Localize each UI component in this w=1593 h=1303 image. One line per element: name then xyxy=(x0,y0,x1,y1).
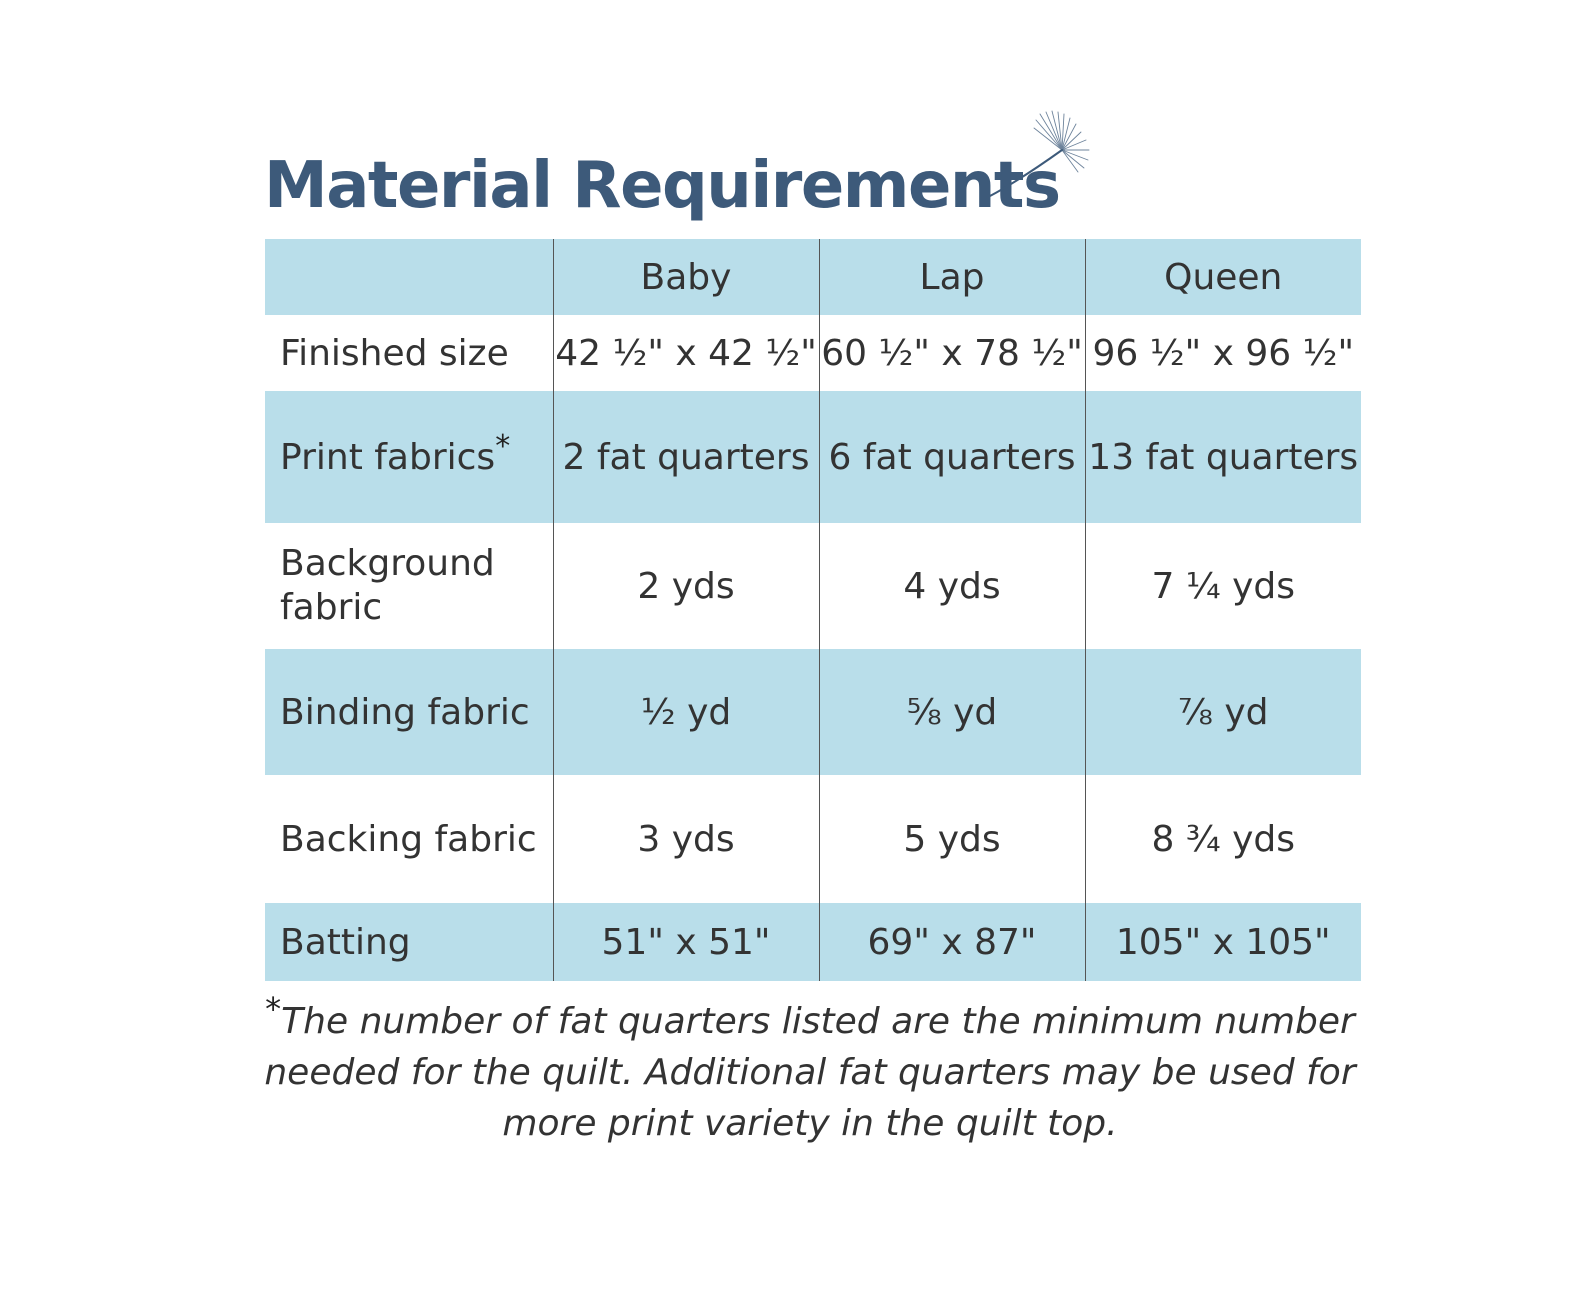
row-label xyxy=(265,903,553,981)
table-cell: 7 ¼ yds xyxy=(1085,523,1361,649)
table-cell: 2 fat quarters xyxy=(553,391,819,523)
table-row xyxy=(265,315,1361,391)
table-cell: 69" x 87" xyxy=(819,903,1085,981)
footnote-text: The number of fat quarters listed are the minimum number needed for the quilt. Additional fat quarters may be used for more print variety in the quilt top. xyxy=(264,1001,1356,1144)
table-cell: 6 fat quarters xyxy=(819,391,1085,523)
header-lap: Lap xyxy=(819,239,1085,315)
dandelion-seed-icon xyxy=(990,108,1120,208)
header-queen: Queen xyxy=(1085,239,1361,315)
table-row xyxy=(265,903,1361,981)
row-label-text: Batting xyxy=(280,921,411,963)
row-label-text: Finished size xyxy=(280,332,509,374)
footnote xyxy=(260,990,1360,1149)
header-corner-cell xyxy=(265,239,553,315)
row-label xyxy=(265,391,553,523)
table-cell: 8 ¾ yds xyxy=(1085,775,1361,903)
title-block xyxy=(264,118,1060,223)
table-row xyxy=(265,523,1361,649)
table-cell: 51" x 51" xyxy=(553,903,819,981)
table-cell: 105" x 105" xyxy=(1085,903,1361,981)
table-row xyxy=(265,391,1361,523)
table-cell: 96 ½" x 96 ½" xyxy=(1085,315,1361,391)
table-cell: 13 fat quarters xyxy=(1085,391,1361,523)
table-cell: 2 yds xyxy=(553,523,819,649)
table-cell: 60 ½" x 78 ½" xyxy=(819,315,1085,391)
asterisk-marker: * xyxy=(495,428,511,464)
row-label-text: Backing fabric xyxy=(280,818,537,860)
row-label-text: Print fabrics xyxy=(280,436,496,478)
table-cell: ⅞ yd xyxy=(1085,649,1361,775)
table-cell: 4 yds xyxy=(819,523,1085,649)
header-baby: Baby xyxy=(553,239,819,315)
table-cell: ⅝ yd xyxy=(819,649,1085,775)
row-label-text: Binding fabric xyxy=(280,691,530,733)
table-row xyxy=(265,649,1361,775)
row-label xyxy=(265,315,553,391)
table-cell: 5 yds xyxy=(819,775,1085,903)
table-cell: ½ yd xyxy=(553,649,819,775)
row-label xyxy=(265,775,553,903)
header-row xyxy=(265,239,1361,315)
row-label-text: Background fabric xyxy=(280,543,495,628)
page-title: Material Requirements xyxy=(264,149,1060,223)
material-requirements-table xyxy=(265,239,1361,981)
footnote-asterisk: * xyxy=(265,990,282,1028)
table-row xyxy=(265,775,1361,903)
table-cell: 42 ½" x 42 ½" xyxy=(553,315,819,391)
row-label xyxy=(265,649,553,775)
table-cell: 3 yds xyxy=(553,775,819,903)
row-label xyxy=(265,523,553,649)
